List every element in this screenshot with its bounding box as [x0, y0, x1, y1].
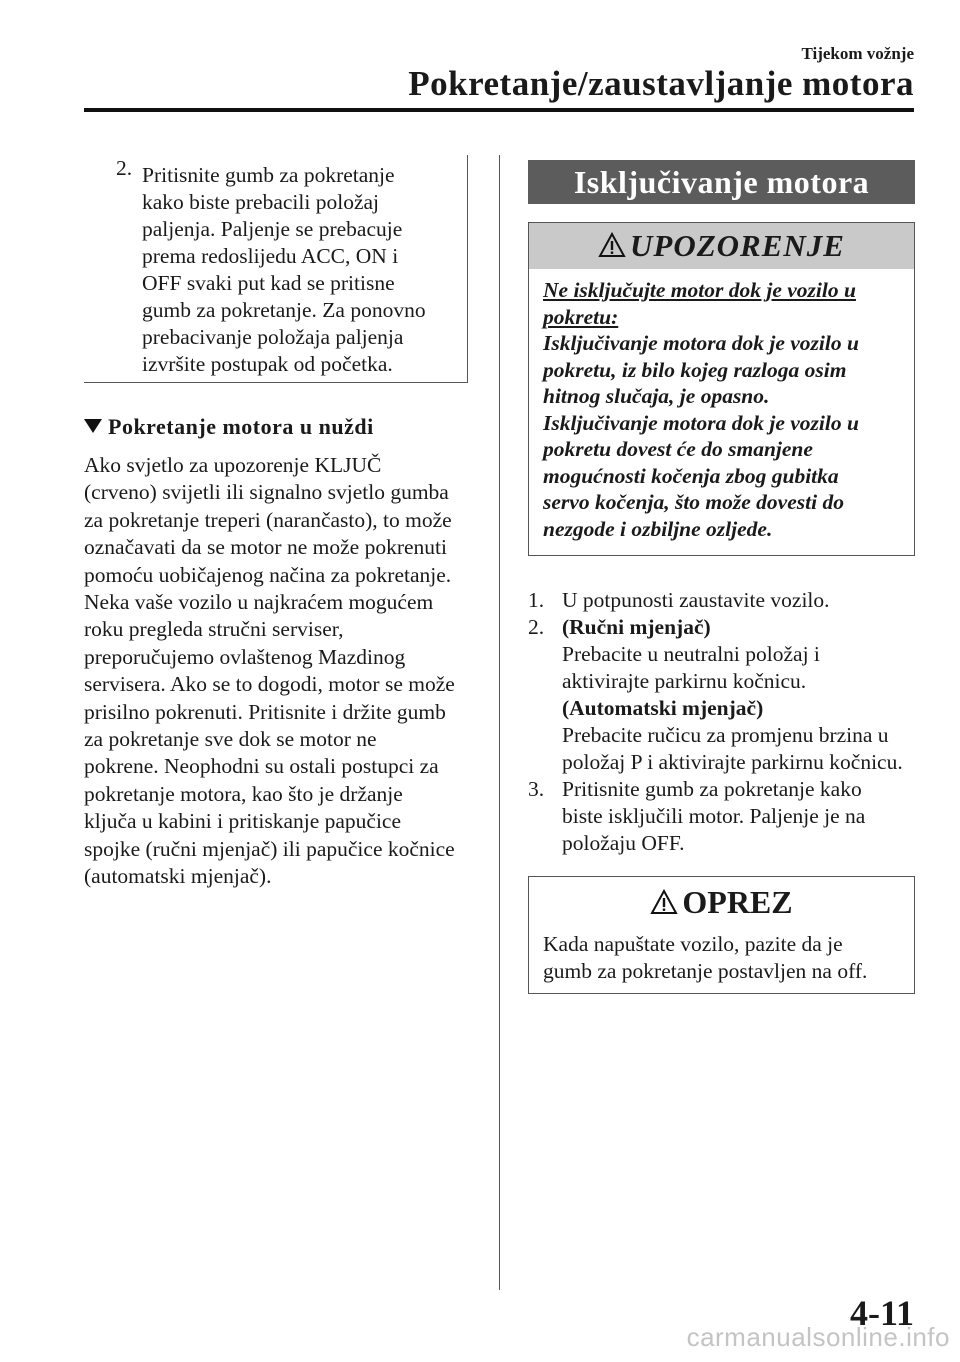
step-line: Pritisnite gumb za pokretanje kako	[562, 777, 862, 801]
step-3	[528, 776, 928, 857]
page-number: 4-11	[849, 1293, 914, 1333]
paragraph-line: pokrene. Neophodni su ostali postupci za	[84, 754, 439, 779]
warning-lead-line: pokretu:	[543, 304, 619, 329]
step-line: kako biste prebacili položaj	[142, 190, 380, 214]
paragraph-line: Ako svjetlo za upozorenje KLJUČ	[84, 453, 382, 477]
step-number: 1.	[528, 588, 545, 612]
paragraph-line: za pokretanje sve dok se motor ne	[84, 727, 377, 752]
step-line: U potpunosti zaustavite vozilo.	[562, 588, 830, 612]
step-line: aktivirajte parkirnu kočnicu.	[562, 669, 807, 693]
warning-line: pokretu, iz bilo kojeg razloga osim	[543, 357, 847, 382]
caution-title-bar	[529, 879, 914, 925]
paragraph-line: pokretanje motora, kao što je držanje	[84, 781, 403, 806]
step-line: Prebacite u neutralni položaj i	[562, 642, 820, 666]
step-line: gumb za pokretanje. Za ponovno	[142, 298, 426, 322]
paragraph-line: (crveno) svijetli ili signalno svjetlo gumba	[84, 480, 449, 505]
caution-body	[529, 925, 914, 985]
section-banner: Isključivanje motora	[528, 160, 915, 204]
paragraph-line: za pokretanje treperi (narančasto), to može	[84, 507, 452, 532]
manual-transmission-label: (Ručni mjenjač)	[562, 615, 711, 639]
step-2	[528, 614, 928, 776]
caution-line: Kada napuštate vozilo, pazite da je	[543, 932, 843, 956]
step-line: položaj P i aktivirajte parkirnu kočnicu.	[562, 750, 903, 774]
paragraph-line: (automatski mjenjač).	[84, 864, 272, 889]
warning-line: Isključivanje motora dok je vozilo u	[543, 331, 859, 355]
warning-line: pokretu dovest će do smanjene	[543, 437, 813, 461]
header-subtitle: Tijekom vožnje	[801, 44, 914, 63]
warning-title-bar	[529, 223, 914, 269]
paragraph-line: servisera. Ako se to dogodi, motor se može	[84, 672, 455, 697]
step-number: 2.	[116, 156, 133, 180]
paragraph-line: roku pregleda stručni serviser,	[84, 617, 344, 642]
column-divider	[499, 155, 500, 1290]
warning-lead-line: Ne isključujte motor dok je vozilo u	[543, 278, 856, 302]
shutdown-steps	[528, 587, 928, 857]
warning-line: nezgode i ozbiljne ozljede.	[543, 516, 773, 541]
caution-line: gumb za pokretanje postavljen na off.	[543, 959, 868, 983]
step-box	[84, 155, 468, 383]
automatic-transmission-label: (Automatski mjenjač)	[562, 696, 764, 720]
section-heading	[84, 414, 374, 440]
step-line: Prebacite ručicu za promjenu brzina u	[562, 723, 889, 747]
step-line: OFF svaki put kad se pritisne	[142, 271, 395, 295]
paragraph-line: Neka vaše vozilo u najkraćem mogućem	[84, 590, 434, 615]
section-heading-text: Pokretanje motora u nuždi	[108, 414, 374, 439]
watermark: carmanualsonline.info	[686, 1322, 950, 1352]
emergency-start-paragraph	[84, 452, 484, 891]
step-number: 3.	[528, 777, 545, 801]
paragraph-line: pomoću uobičajenog načina za pokretanje.	[84, 562, 452, 587]
header-rule	[84, 108, 914, 112]
warning-body	[529, 269, 914, 542]
step-line: prebacivanje položaja paljenja	[142, 325, 404, 349]
paragraph-line: označavati da se motor ne može pokrenuti	[84, 535, 447, 560]
step-line: prema redoslijedu ACC, ON i	[142, 244, 399, 268]
step-line: Pritisnite gumb za pokretanje	[142, 163, 395, 187]
warning-line: servo kočenja, što može dovesti do	[543, 490, 844, 514]
paragraph-line: spojke (ručni mjenjač) ili papučice kočnice	[84, 836, 455, 861]
warning-line: hitnog slučaja, je opasno.	[543, 384, 770, 408]
step-line: biste isključili motor. Paljenje je na	[562, 804, 866, 828]
paragraph-line: preporučujemo ovlaštenog Mazdinog	[84, 644, 406, 669]
caution-box	[528, 876, 915, 994]
paragraph-line: prisilno pokrenuti. Pritisnite i držite gumb	[84, 699, 446, 724]
page-title: Pokretanje/zaustavljanje motora	[408, 64, 914, 103]
triangle-down-icon	[84, 419, 102, 433]
step-1	[528, 587, 928, 614]
step-line: izvršite postupak od početka.	[142, 352, 393, 376]
warning-line: Isključivanje motora dok je vozilo u	[543, 410, 859, 435]
caution-title: OPREZ	[682, 884, 793, 920]
warning-icon	[598, 232, 626, 258]
warning-box	[528, 222, 915, 556]
step-line: položaju OFF.	[562, 831, 685, 855]
warning-icon	[650, 889, 678, 915]
paragraph-line: ključa u kabini i pritiskanje papučice	[84, 809, 402, 834]
step-number: 2.	[528, 615, 545, 639]
step-2	[84, 155, 467, 378]
warning-line: mogućnosti kočenja zbog gubitka	[543, 463, 839, 488]
step-line: paljenja. Paljenje se prebacuje	[142, 217, 403, 241]
warning-title: UPOZORENJE	[630, 228, 845, 263]
